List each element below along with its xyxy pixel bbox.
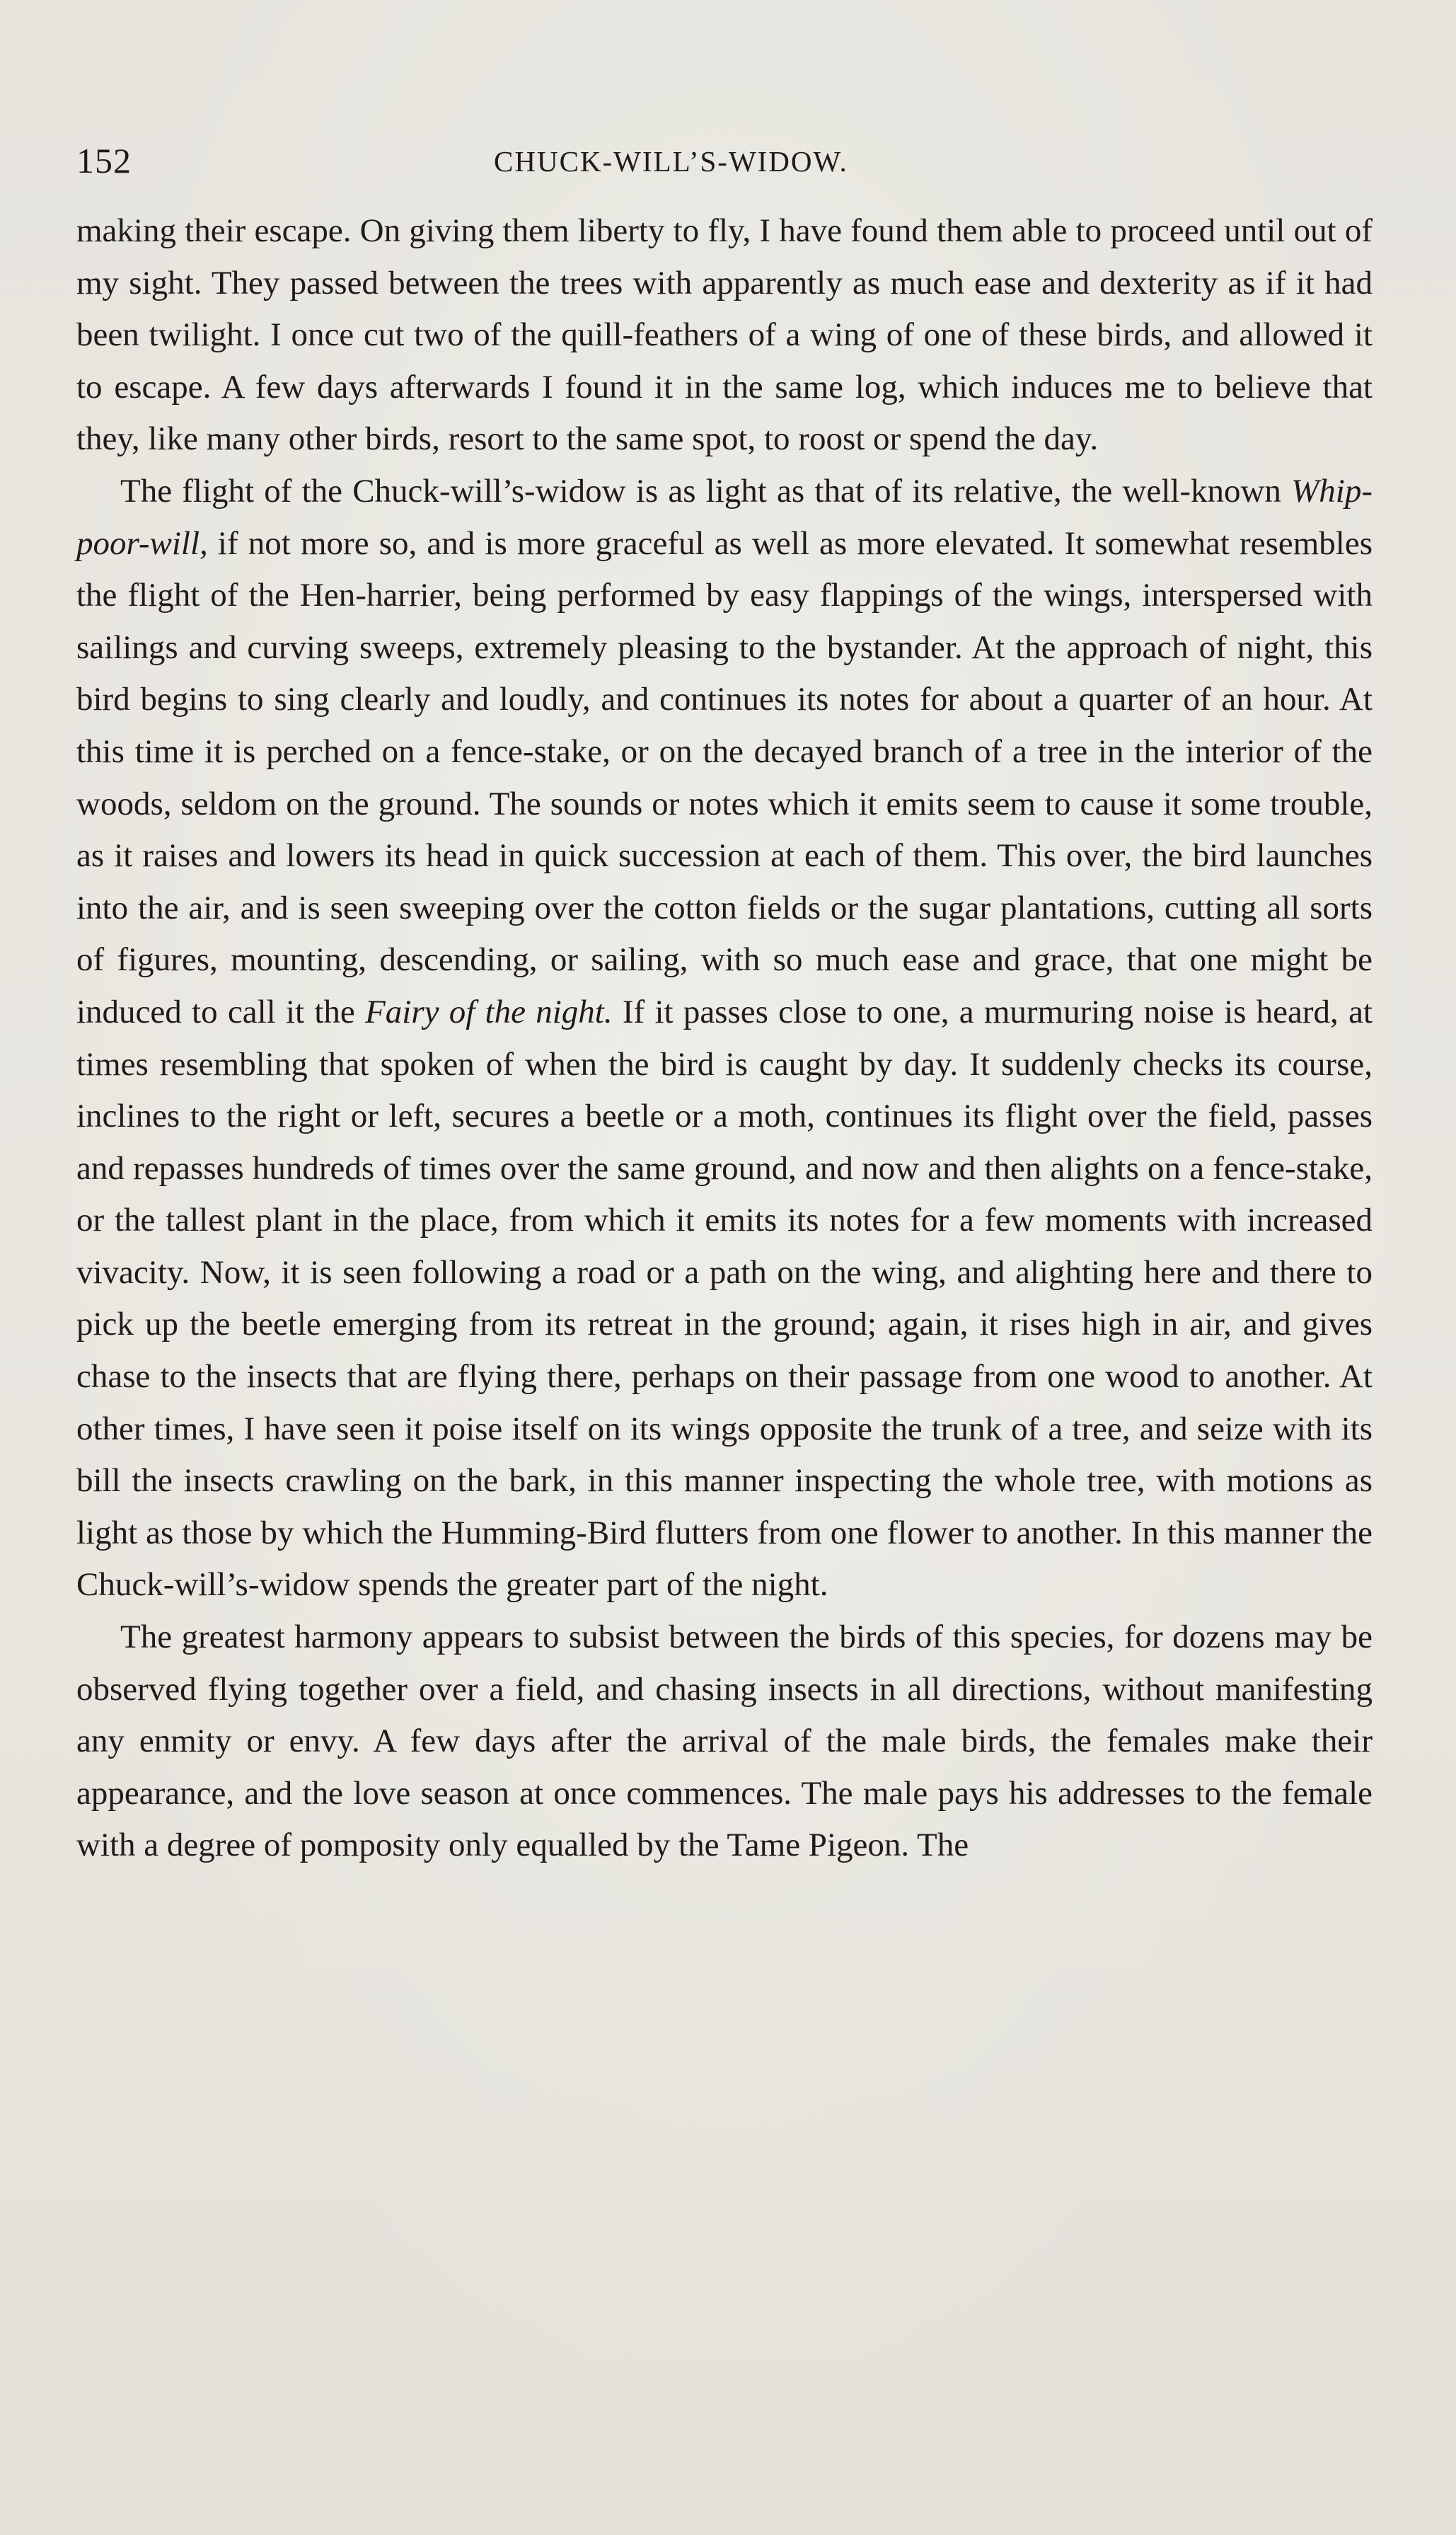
paragraph-flight-part-3: If it passes close to one, a murmuring noise is heard, at times resembling that spoken of when the bird is caught by day. It suddenly checks its course, inclines to the right or left, secures a beetle or a moth, continues its flight over the field, passes and repasses hundreds of times over the same ground, and now and then alights on a fence-stake, or the tallest plant in the place, from which it emits its notes for a few moments with increased vivacity. Now, it is seen following a road or a path on the wing, and alighting here and there to pick up the beetle emerging from its retreat in the ground; again, it rises high in air, and gives chase to the insects that are flying there, perhaps on their passage from one wood to another. At other times, I have seen it poise itself on its wings opposite the trunk of a tree, and seize with its bill the insects crawling on the bark, in this manner inspecting the whole tree, with motions as light as those by which the Humming-Bird flutters from one flower to another. In this manner the Chuck-will’s-widow spends the greater part of the night.: [76, 993, 1373, 1604]
page-header: [76, 140, 1371, 190]
paragraph-harmony: The greatest harmony appears to subsist between the birds of this species, for dozens may be observed flying together over a field, and chasing insects in all directions, without manifesting any enmity or envy. A few days after the arrival of the male birds, the females make their appearance, and the love season at once commences. The male pays his addresses to the female with a degree of pomposity only equalled by the Tame Pigeon. The: [76, 1619, 1373, 1864]
page-number: 152: [76, 141, 132, 180]
italic-fairy-of-the-night: Fairy of the night.: [365, 993, 613, 1030]
paragraph-continued: making their escape. On giving them liberty to fly, I have found them able to proceed until out of my sight. They passed between the trees with apparently as much ease and dexterity as if it had been twilight. I once cut two of the quill-feathers of a wing of one of these birds, and allowed it to escape. A few days afterwards I found it in the same log, which induces me to believe that they, like many other birds, resort to the same spot, to roost or spend the day.: [76, 212, 1373, 458]
italic-whip-poor-will: Whip-poor-will,: [76, 472, 1373, 562]
paragraph-flight-part-2: if not more so, and is more graceful as well as more elevated. It somewhat resembles the flight of the Hen-harrier, being performed by easy flappings of the wings, interspersed with sailings and curving sweeps, extremely pleasing to the bystander. At the approach of night, this bird begins to sing clearly and loudly, and continues its notes for about a quarter of an hour. At this time it is perched on a fence-stake, or on the decayed branch of a tree in the interior of the woods, seldom on the ground. The sounds or notes which it emits seem to cause it some trouble, as it raises and lowers its head in quick succession at each of them. This over, the bird launches into the air, and is seen sweeping over the cotton fields or the sugar plantations, cutting all sorts of figures, mounting, descending, or sailing, with so much ease and grace, that one might be induced to call it the: [76, 524, 1373, 1030]
running-head: CHUCK-WILL’S-WIDOW.: [494, 145, 848, 178]
paragraph-flight: [76, 466, 1373, 1611]
paragraph-flight-part-1: The flight of the Chuck-will’s-widow is as light as that of its relative, the well-known: [120, 472, 1292, 510]
body-text: [76, 205, 1373, 1872]
